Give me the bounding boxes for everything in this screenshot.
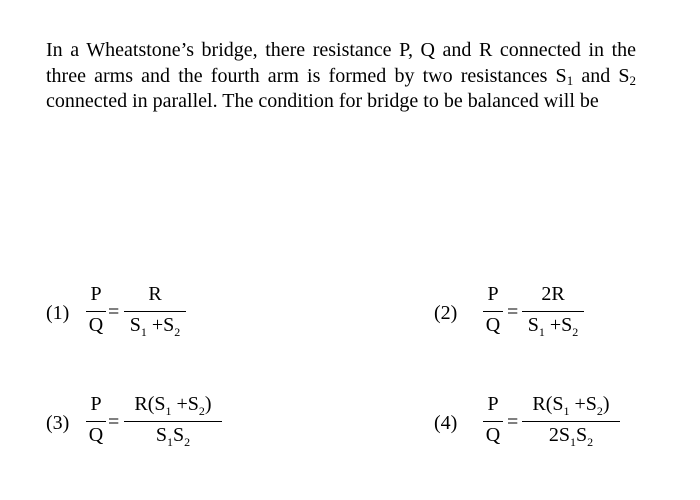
option-3-rhs-numerator: $R(S_1 +S_2)$ (134, 393, 212, 418)
fraction-bar (522, 421, 620, 422)
option-2-rhs-denominator: $S_1 +S_2$ (527, 314, 579, 339)
option-3-label: (3) (46, 412, 70, 434)
option-3-rhs-denominator: $S_1S_2$ (155, 424, 191, 449)
question-text-part-2: and S (573, 64, 630, 87)
option-3-lhs-numerator: P (90, 393, 102, 415)
option-4-rhs-denominator: $2S_1S_2$ (548, 424, 594, 449)
fraction-bar (522, 311, 584, 312)
option-4-rhs-numerator: $R(S_1 +S_2)$ (532, 393, 610, 418)
option-1-label: (1) (46, 302, 70, 324)
option-4-lhs-fraction (483, 393, 503, 453)
option-1-lhs-denominator: Q (88, 314, 104, 336)
option-4-label: (4) (434, 412, 458, 434)
fraction-bar (86, 421, 106, 422)
question-text (46, 38, 636, 115)
option-3-lhs-denominator: Q (88, 424, 104, 446)
option-2-rhs-fraction (522, 283, 584, 343)
option-1-lhs-numerator: P (90, 283, 102, 305)
option-1-rhs-fraction (124, 283, 186, 343)
option-1-rhs-numerator: R (148, 283, 162, 305)
option-1-lhs-fraction (86, 283, 106, 343)
fraction-bar (483, 421, 503, 422)
option-4[interactable] (434, 393, 634, 463)
question-subscript-1: 1 (566, 72, 574, 88)
option-2-lhs-fraction (483, 283, 503, 343)
option-4-rhs-fraction (522, 393, 620, 453)
option-1-rhs-denominator: $S_1 +S_2$ (129, 314, 181, 339)
option-4-equals: = (507, 411, 519, 433)
option-3-equals: = (108, 411, 120, 433)
option-2-label: (2) (434, 302, 458, 324)
option-4-lhs-denominator: Q (485, 424, 501, 446)
fraction-bar (483, 311, 503, 312)
option-1-equals: = (108, 301, 120, 323)
option-2-rhs-numerator: 2R (541, 283, 565, 305)
fraction-bar (124, 421, 222, 422)
option-2-lhs-denominator: Q (485, 314, 501, 336)
option-4-lhs-numerator: P (487, 393, 499, 415)
option-3[interactable] (46, 393, 246, 463)
option-3-rhs-fraction (124, 393, 222, 453)
option-2-lhs-numerator: P (487, 283, 499, 305)
question-text-part-1: In a Wheatstone’s bridge, there resistance P, Q and R connected in the three arms and the fourth arm is formed by two resistances S (46, 39, 636, 87)
question-subscript-2: 2 (629, 72, 636, 88)
option-1[interactable] (46, 283, 206, 353)
option-2-equals: = (507, 301, 519, 323)
option-3-lhs-fraction (86, 393, 106, 453)
fraction-bar (124, 311, 186, 312)
option-2[interactable] (434, 283, 604, 353)
question-text-part-3: connected in parallel. The condition for bridge to be balanced will be (46, 90, 599, 112)
fraction-bar (86, 311, 106, 312)
